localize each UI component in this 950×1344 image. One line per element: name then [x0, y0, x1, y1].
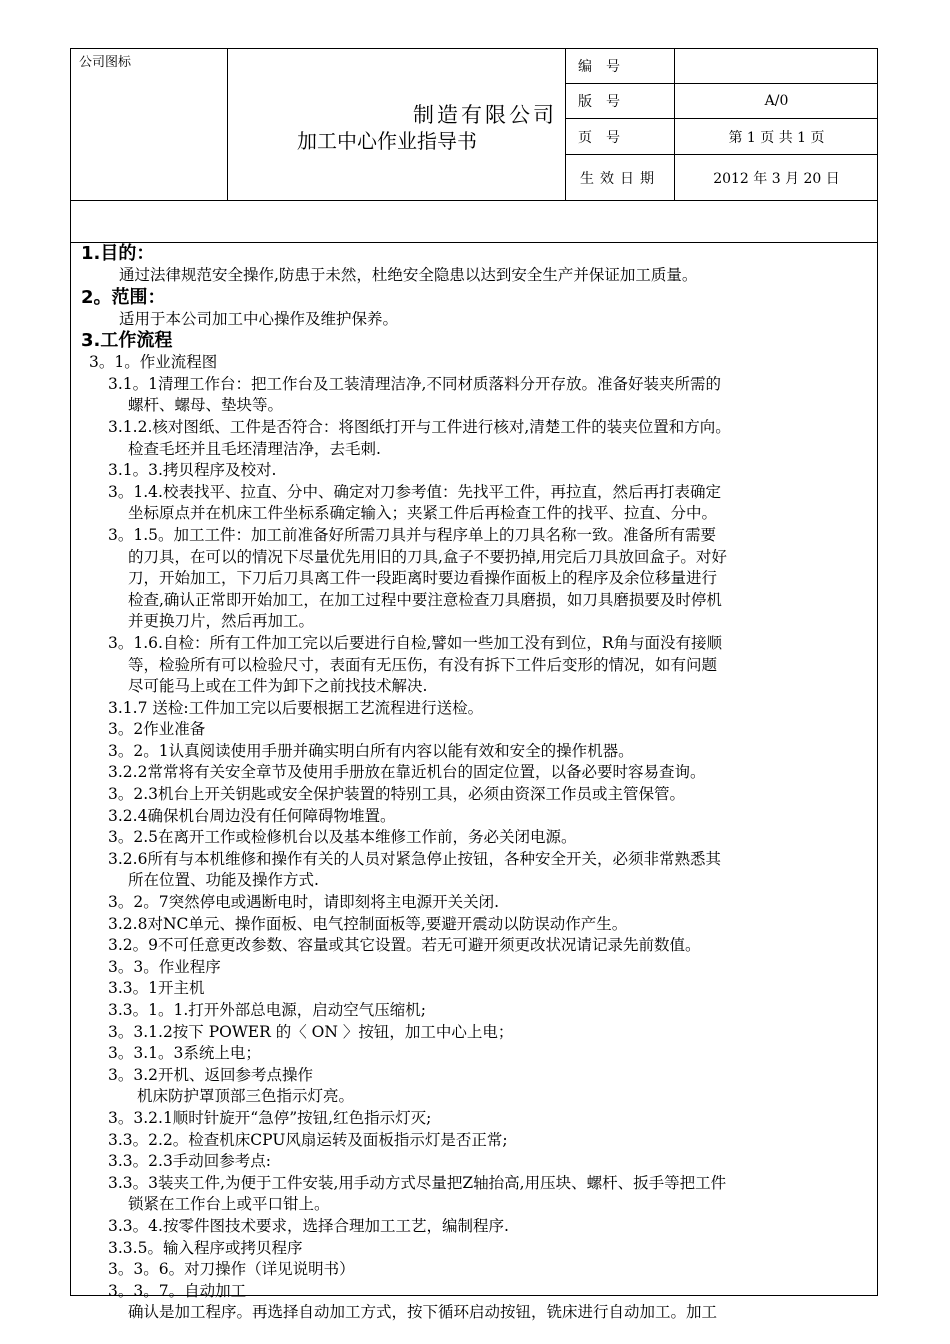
company-logo-placeholder: 公司图标 — [71, 49, 228, 200]
meta-row-number — [566, 49, 877, 84]
meta-key: 页号 — [566, 119, 675, 154]
list-item-continuation: 的刀具，在可以的情况下尽量优先用旧的刀具,盒子不要扔掉,用完后刀具放回盒子。对好 — [128, 547, 727, 566]
meta-table — [566, 49, 877, 200]
meta-value: 2012 年 3 月 20 日 — [713, 170, 840, 187]
list-item-continuation: 等，检验所有可以检验尺寸，表面有无压伤，有没有拆下工件后变形的情况，如有问题 — [128, 655, 718, 674]
meta-value: A/0 — [764, 93, 789, 109]
list-item: 3.2.4确保机台周边没有任何障碍物堆置。 — [108, 806, 396, 825]
list-item-continuation: 确认是加工程序。再选择自动加工方式，按下循环启动按钮，铣床进行自动加工。加工 — [128, 1303, 718, 1322]
paragraph: 适用于本公司加工中心操作及维护保养。 — [119, 309, 399, 328]
meta-key: 生效日期 — [566, 155, 675, 200]
list-item: 3。3.1.2按下 POWER 的〈 ON 〉按钮，加工中心上电； — [108, 1022, 514, 1041]
list-item-continuation: 刀，开始加工，下刀后刀具离工件一段距离时要边看操作面板上的程序及余位移量进行 — [128, 569, 718, 588]
meta-value: 第 1 页 共 1 页 — [728, 129, 825, 146]
list-item: 3.2.2常常将有关安全章节及使用手册放在靠近机台的固定位置，以备必要时容易查询。 — [108, 763, 706, 782]
list-item: 3.2。9不可任意更改参数、容量或其它设置。若无可避开须更改状况请记录先前数值。 — [108, 936, 701, 955]
list-item: 3。2.5在离开工作或检修机台以及基本维修工作前，务必关闭电源。 — [108, 828, 577, 847]
list-item: 3.1.2.核对图纸、工件是否符合：将图纸打开与工件进行核对,清楚工件的装夹位置和方向。 — [108, 417, 731, 436]
list-item: 3。3。6。对刀操作（详见说明书） — [108, 1260, 355, 1279]
list-item: 3.1。3.拷贝程序及校对. — [108, 461, 277, 480]
list-item: 3.2.6所有与本机维修和操作有关的人员对紧急停止按钮，各种安全开关，必须非常熟悉其 — [108, 849, 721, 868]
meta-value — [676, 49, 877, 83]
list-item-continuation: 坐标原点并在机床工件坐标系确定输入；夹紧工件后再检查工件的找平、拉直、分中。 — [128, 504, 718, 523]
list-item: 3。3.2.1顺时针旋开“急停”按钮,红色指示灯灭; — [108, 1108, 432, 1127]
list-item: 3。3。7。自动加工 — [108, 1281, 247, 1300]
list-item: 3.1.7 送检:工件加工完以后要根据工艺流程进行送检。 — [108, 698, 484, 717]
document-title: 加工中心作业指导书 — [297, 129, 477, 153]
list-item-continuation: 检查,确认正常即开始加工，在加工过程中要注意检查刀具磨损，如刀具磨损要及时停机 — [128, 590, 722, 609]
meta-row-page — [566, 119, 877, 155]
section-heading: 1.目的： — [81, 243, 155, 264]
list-item: 3。3。作业程序 — [108, 957, 221, 976]
list-item: 3。1.5。加工工件：加工前准备好所需刀具并与程序单上的刀具名称一致。准备所有需要 — [108, 525, 717, 544]
meta-row-version — [566, 84, 877, 119]
list-item-continuation: 尽可能马上或在工件为卸下之前找技术解决. — [128, 677, 428, 696]
list-item: 3.3.5。输入程序或拷贝程序 — [108, 1238, 303, 1257]
list-item: 3.3。1。1.打开外部总电源，启动空气压缩机; — [108, 1001, 427, 1019]
meta-key: 编号 — [566, 49, 675, 83]
list-item-continuation: 检查毛坯并且毛坯清理洁净，去毛刺. — [128, 439, 381, 458]
section-heading: 2。范围： — [81, 286, 166, 308]
list-item: 3。2作业准备 — [108, 720, 206, 739]
list-item: 3。1.6.自检：所有工件加工完以后要进行自检,譬如一些加工没有到位，R角与面没有接顺 — [108, 633, 723, 652]
section-heading: 3.工作流程 — [81, 330, 173, 352]
document-body — [71, 243, 877, 1324]
list-item: 3.3。4.按零件图技术要求，选择合理加工工艺，编制程序. — [108, 1216, 509, 1235]
list-item: 3。3.2开机、返回参考点操作 — [108, 1065, 314, 1084]
list-item: 3.2.8对NC单元、操作面板、电气控制面板等,要避开震动以防误动作产生。 — [108, 914, 628, 933]
list-item-continuation: 锁紧在工作台上或平口钳上。 — [128, 1195, 330, 1214]
list-item-continuation: 所在位置、功能及操作方式. — [128, 871, 319, 890]
list-item: 3。2.3机台上开关钥匙或安全保护装置的特别工具，必须由资深工作员或主管保管。 — [108, 785, 686, 804]
list-item: 3。1。作业流程图 — [89, 353, 218, 372]
list-item: 3.3。2.3手动回参考点: — [108, 1152, 272, 1171]
list-item: 3.3。2.2。检查机床CPU风扇运转及面板指示灯是否正常; — [108, 1130, 508, 1149]
company-name: 制造有限公司 — [413, 103, 557, 127]
list-item: 3。3.1。3系统上电； — [108, 1044, 261, 1063]
title-cell — [229, 49, 566, 200]
list-item: 3。1.4.校表找平、拉直、分中、确定对刀参考值：先找平工件，再拉直，然后再打表确定 — [108, 482, 721, 501]
header-table — [71, 49, 877, 201]
meta-row-effective-date — [566, 155, 877, 200]
blank-row — [71, 200, 877, 243]
document-page — [70, 48, 878, 1322]
list-item-continuation: 螺杆、螺母、垫块等。 — [128, 396, 284, 415]
meta-key: 版号 — [566, 84, 675, 118]
list-item-continuation: 并更换刀片，然后再加工。 — [128, 612, 315, 631]
list-item: 3.1。1清理工作台：把工作台及工装清理洁净,不同材质落料分开存放。准备好装夹所需的 — [108, 374, 721, 393]
list-item: 3.3。1开主机 — [108, 979, 205, 998]
list-item: 3。2。1认真阅读使用手册并确实明白所有内容以能有效和安全的操作机器。 — [108, 741, 634, 760]
list-item-continuation: 机床防护罩顶部三色指示灯亮。 — [137, 1087, 355, 1106]
list-item: 3。2。7突然停电或遇断电时，请即刻将主电源开关关闭. — [108, 893, 500, 912]
paragraph: 通过法律规范安全操作,防患于未然，杜绝安全隐患以达到安全生产并保证加工质量。 — [119, 266, 698, 284]
list-item: 3.3。3装夹工件,为便于工件安装,用手动方式尽量把Z轴抬高,用压块、螺杆、扳手等把工件 — [108, 1173, 727, 1192]
